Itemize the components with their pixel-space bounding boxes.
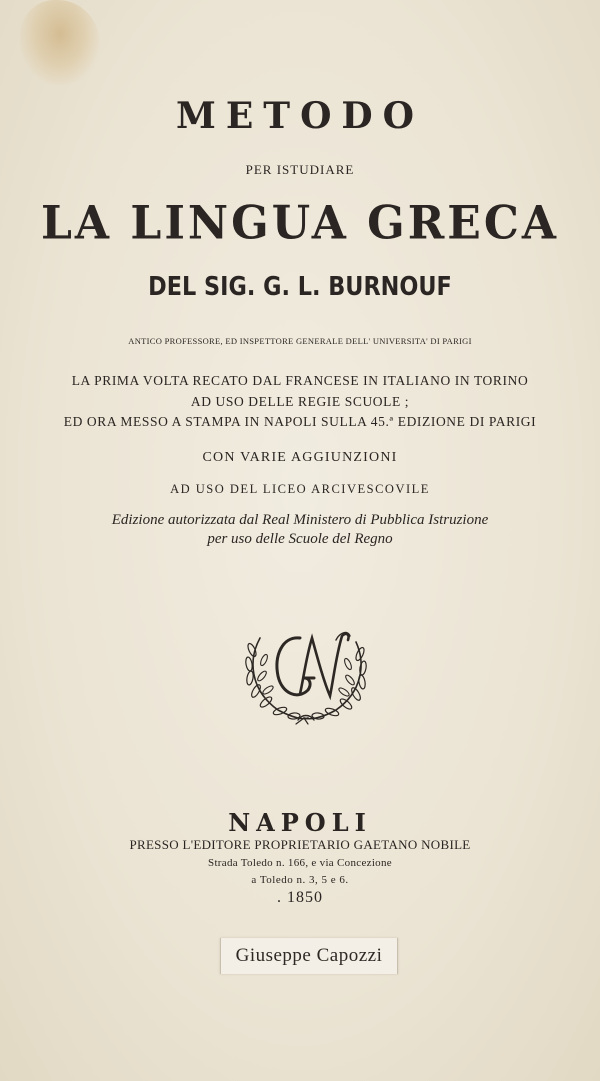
authorization-line-1: Edizione autorizzata dal Real Ministero di Pubblica Istruzione xyxy=(111,512,489,528)
imprint-publisher: PRESSO L'EDITORE PROPRIETARIO GAETANO NOBILE xyxy=(129,837,471,852)
imprint-address-2: a Toledo n. 3, 5 e 6. xyxy=(251,874,349,886)
owner-name: Giuseppe Capozzi xyxy=(235,945,383,966)
author-description: ANTICO PROFESSORE, ED INSPETTORE GENERALE DELL' UNIVERSITA' DI PARIGI xyxy=(128,336,472,346)
imprint-city: NAPOLI xyxy=(228,808,372,837)
book-subject: LA LINGUA GRECA xyxy=(40,196,560,251)
translation-line-1: LA PRIMA VOLTA RECATO DAL FRANCESE IN ITALIANO IN TORINO xyxy=(71,373,529,388)
imprint-year: . 1850 xyxy=(277,889,323,906)
monogram-wreath-icon xyxy=(238,620,374,728)
owner-label xyxy=(220,938,398,974)
title-connector: PER ISTUDIARE xyxy=(245,162,355,177)
translation-line-3: ED ORA MESSO A STAMPA IN NAPOLI SULLA 45.ª EDIZIONE DI PARIGI xyxy=(63,414,537,429)
foxing-stain xyxy=(20,0,100,85)
liceo-line: AD USO DEL LICEO ARCIVESCOVILE xyxy=(170,482,430,496)
translation-line-2: AD USO DELLE REGIE SCUOLE ; xyxy=(190,394,410,409)
authorization-line-2: per uso delle Scuole del Regno xyxy=(207,531,393,547)
imprint-address-1: Strada Toledo n. 166, e via Concezione xyxy=(208,857,392,869)
additions-line: CON VARIE AGGIUNZIONI xyxy=(202,450,398,465)
book-title: METODO xyxy=(175,95,424,137)
book-author: DEL SIG. G. L. BURNOUF xyxy=(148,272,452,302)
